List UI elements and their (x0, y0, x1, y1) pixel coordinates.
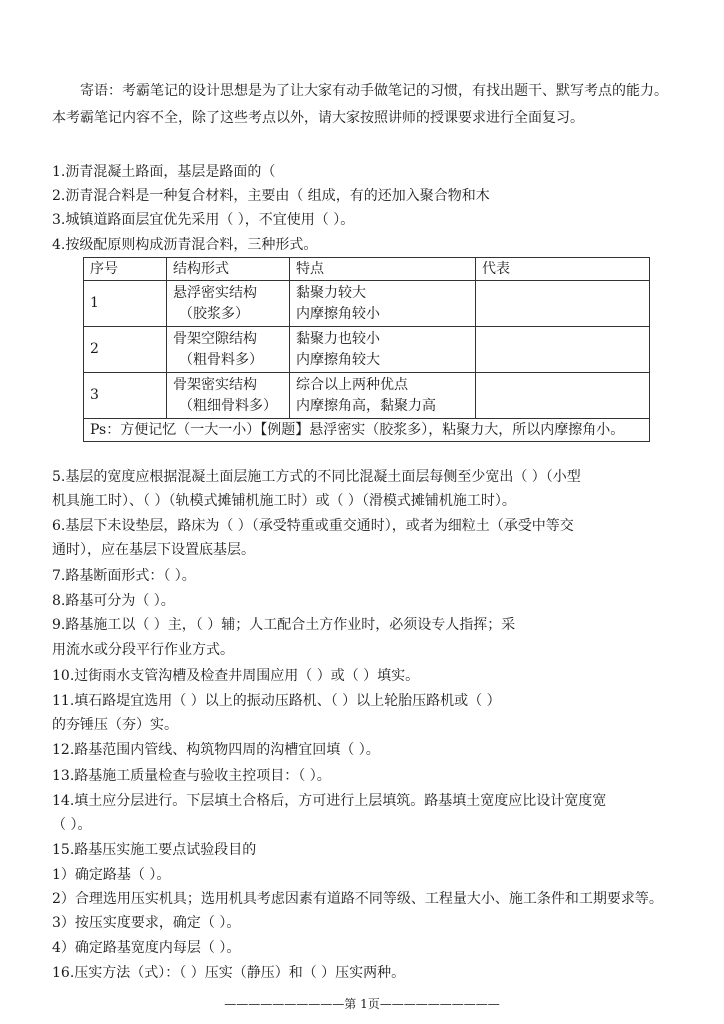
form-name: 骨架空隙结构 (173, 330, 257, 347)
table-cell-feature (290, 327, 476, 373)
question-item: 9.路基施工以（ ）主，（ ）辅；人工配合土方作业时，必须设专人指挥；采 (52, 617, 516, 633)
intro-line: 寄语：考霸笔记的设计思想是为了让大家有动手做笔记的习惯，有找出题干、默写考点的能力。 (80, 83, 668, 99)
question-item: 机具施工时）、（ ）（轨模式摊铺机施工时）或（ ）（滑模式摊铺机施工时）。 (52, 493, 516, 509)
table-row (84, 327, 650, 373)
question-item: 10.过街雨水支管沟槽及检查井周围应用（ ）或（ ）填实。 (52, 668, 420, 684)
question-item: 4.按级配原则构成沥青混合料，三种形式。 (52, 237, 318, 253)
question-item: 14.填土应分层进行。下层填土合格后，方可进行上层填筑。路基填土宽度应比设计宽度宽 (52, 793, 607, 809)
question-item: 12.路基范围内管线、构筑物四周的沟槽宜回填（ ）。 (52, 742, 380, 758)
question-item: 用流水或分段平行作业方式。 (52, 642, 234, 658)
page-footer: ——————————第 1页—————————— (224, 997, 500, 1011)
table-cell-no: 1 (84, 281, 167, 327)
question-item: 的夯锤压（夯）实。 (52, 717, 178, 733)
form-desc: （粗骨料多） (179, 351, 263, 368)
feature-line: 黏聚力较大 (296, 284, 366, 301)
table-cell-form (167, 327, 290, 373)
table-note-row (84, 419, 650, 442)
table-cell-no: 2 (84, 327, 167, 373)
table-header-cell: 代表 (476, 258, 650, 281)
question-item: 5.基层的宽度应根据混凝土面层施工方式的不同比混凝土面层每侧至少宽出（ ）（小型 (52, 469, 581, 485)
question-item: 2）合理选用压实机具；选用机具考虑因素有道路不同等级、工程量大小、施工条件和工期要求等。 (52, 891, 663, 907)
question-item: （ ）。 (52, 817, 92, 833)
table-header-cell: 特点 (290, 258, 476, 281)
question-item: 8.路基可分为（ ）。 (52, 593, 175, 609)
question-item: 11.填石路堤宜选用（ ）以上的振动压路机、（ ）以上轮胎压路机或（ ） (52, 693, 501, 709)
table-cell-rep (476, 327, 650, 373)
feature-line: 内摩擦角较小 (296, 305, 380, 322)
table-cell-form (167, 373, 290, 419)
form-name: 悬浮密实结构 (173, 284, 257, 301)
feature-line: 内摩擦角高，黏聚力高 (296, 397, 436, 414)
table-header-row (84, 258, 650, 281)
question-item: 4）确定路基宽度内每层（ ）。 (52, 940, 241, 956)
table-note: Ps：方便记忆（一大一小）【例题】悬浮密实（胶浆多），粘聚力大，所以内摩擦角小。 (84, 419, 650, 442)
table-row (84, 373, 650, 419)
table-cell-form (167, 281, 290, 327)
question-item: 13.路基施工质量检查与验收主控项目：（ ）。 (52, 768, 331, 784)
table-cell-feature (290, 373, 476, 419)
question-item: 6.基层下未设垫层，路床为（ ）（承受特重或重交通时），或者为细粒土（承受中等交 (52, 518, 574, 534)
table-header-cell: 序号 (84, 258, 167, 281)
table-row (84, 281, 650, 327)
question-item: 1.沥青混凝土路面，基层是路面的（ (52, 164, 276, 180)
table-cell-feature (290, 281, 476, 327)
question-item: 2.沥青混合料是一种复合材料，主要由（ 组成，有的还加入聚合物和木 (52, 188, 490, 204)
table-cell-no: 3 (84, 373, 167, 419)
table-cell-rep (476, 373, 650, 419)
question-item: 15.路基压实施工要点试验段目的 (52, 842, 257, 858)
form-name: 骨架密实结构 (173, 376, 257, 393)
question-item: 通时），应在基层下设置底基层。 (52, 542, 255, 558)
feature-line: 综合以上两种优点 (296, 376, 408, 393)
question-item: 3.城镇道路面层宜优先采用（ ），不宜使用（ ）。 (52, 212, 355, 228)
asphalt-structure-table (83, 257, 650, 442)
question-item: 16.压实方法（式）：（ ）压实（静压）和（ ）压实两种。 (52, 965, 406, 981)
question-item: 1）确定路基（ ）。 (52, 867, 171, 883)
form-desc: （粗细骨料多） (179, 397, 277, 414)
feature-line: 内摩擦角较大 (296, 351, 380, 368)
feature-line: 黏聚力也较小 (296, 330, 380, 347)
question-item: 3）按压实度要求，确定（ ）。 (52, 915, 241, 931)
table-cell-rep (476, 281, 650, 327)
form-desc: （胶浆多） (179, 305, 249, 322)
intro-line: 本考霸笔记内容不全，除了这些考点以外，请大家按照讲师的授课要求进行全面复习。 (52, 110, 584, 126)
table-header-cell: 结构形式 (167, 258, 290, 281)
question-item: 7.路基断面形式：（ ）。 (52, 568, 196, 584)
